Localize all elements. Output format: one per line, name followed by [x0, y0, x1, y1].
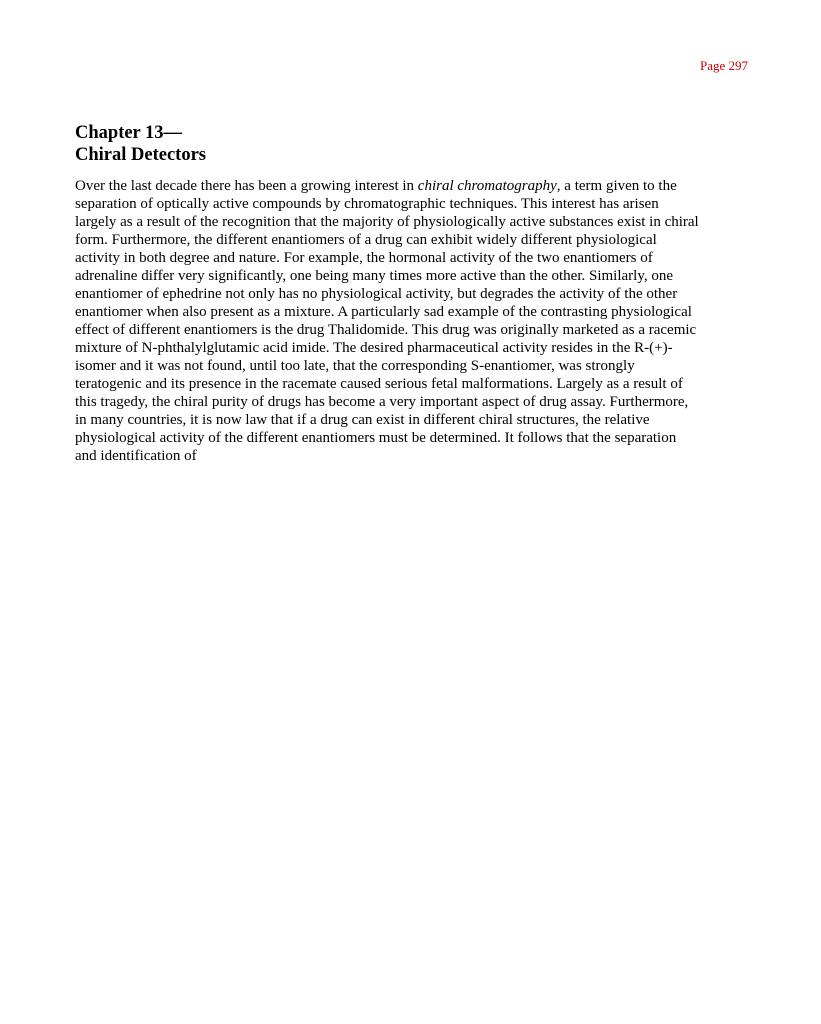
chapter-number: Chapter 13—: [75, 123, 183, 143]
page-number: Page 297: [699, 58, 748, 73]
paragraph-line: in many countries, it is now law that if a drug can exist in different chiral structures, the relative: [75, 412, 650, 428]
chapter-heading: [75, 122, 755, 166]
paragraph-line: adrenaline differ very significantly, one being many times more active than the other. Similarly, one: [75, 268, 674, 284]
body-paragraph: [75, 177, 755, 465]
paragraph-line: teratogenic and its presence in the racemate caused serious fetal malformations. Largely as a result of: [75, 376, 683, 392]
paragraph-line-1-start: Over the last decade there has been a growing interest in: [75, 178, 418, 194]
paragraph-line: separation of optically active compounds by chromatographic techniques. This interest has arisen: [75, 196, 659, 212]
paragraph-line: [75, 177, 755, 195]
chapter-title: Chiral Detectors: [75, 145, 206, 165]
paragraph-line: enantiomer of ephedrine not only has no physiological activity, but degrades the activity of the other: [75, 286, 678, 302]
paragraph-line: this tragedy, the chiral purity of drugs has become a very important aspect of drug assay. Furthermore,: [75, 394, 689, 410]
paragraph-line: mixture of N-phthalylglutamic acid imide. The desired pharmaceutical activity resides in the R-(+)-: [75, 340, 673, 356]
paragraph-line: physiological activity of the different enantiomers must be determined. It follows that the separation: [75, 430, 677, 446]
paragraph-line: and identification of: [75, 448, 197, 464]
paragraph-line: activity in both degree and nature. For example, the hormonal activity of the two enantiomers of: [75, 250, 653, 266]
chiral-chromatography-term: chiral chromatography: [417, 178, 557, 194]
paragraph-line: effect of different enantiomers is the drug Thalidomide. This drug was originally marketed as a racemic: [75, 322, 697, 338]
paragraph-line: form. Furthermore, the different enantiomers of a drug can exhibit widely different physiological: [75, 232, 657, 248]
paragraph-line: isomer and it was not found, until too late, that the corresponding S-enantiomer, was strongly: [75, 358, 635, 374]
paragraph-line: enantiomer when also present as a mixture. A particularly sad example of the contrasting physiological: [75, 304, 692, 320]
paragraph-line-1-end: , a term given to the: [556, 178, 677, 194]
paragraph-line: largely as a result of the recognition that the majority of physiologically active substances exist in chiral: [75, 214, 699, 230]
